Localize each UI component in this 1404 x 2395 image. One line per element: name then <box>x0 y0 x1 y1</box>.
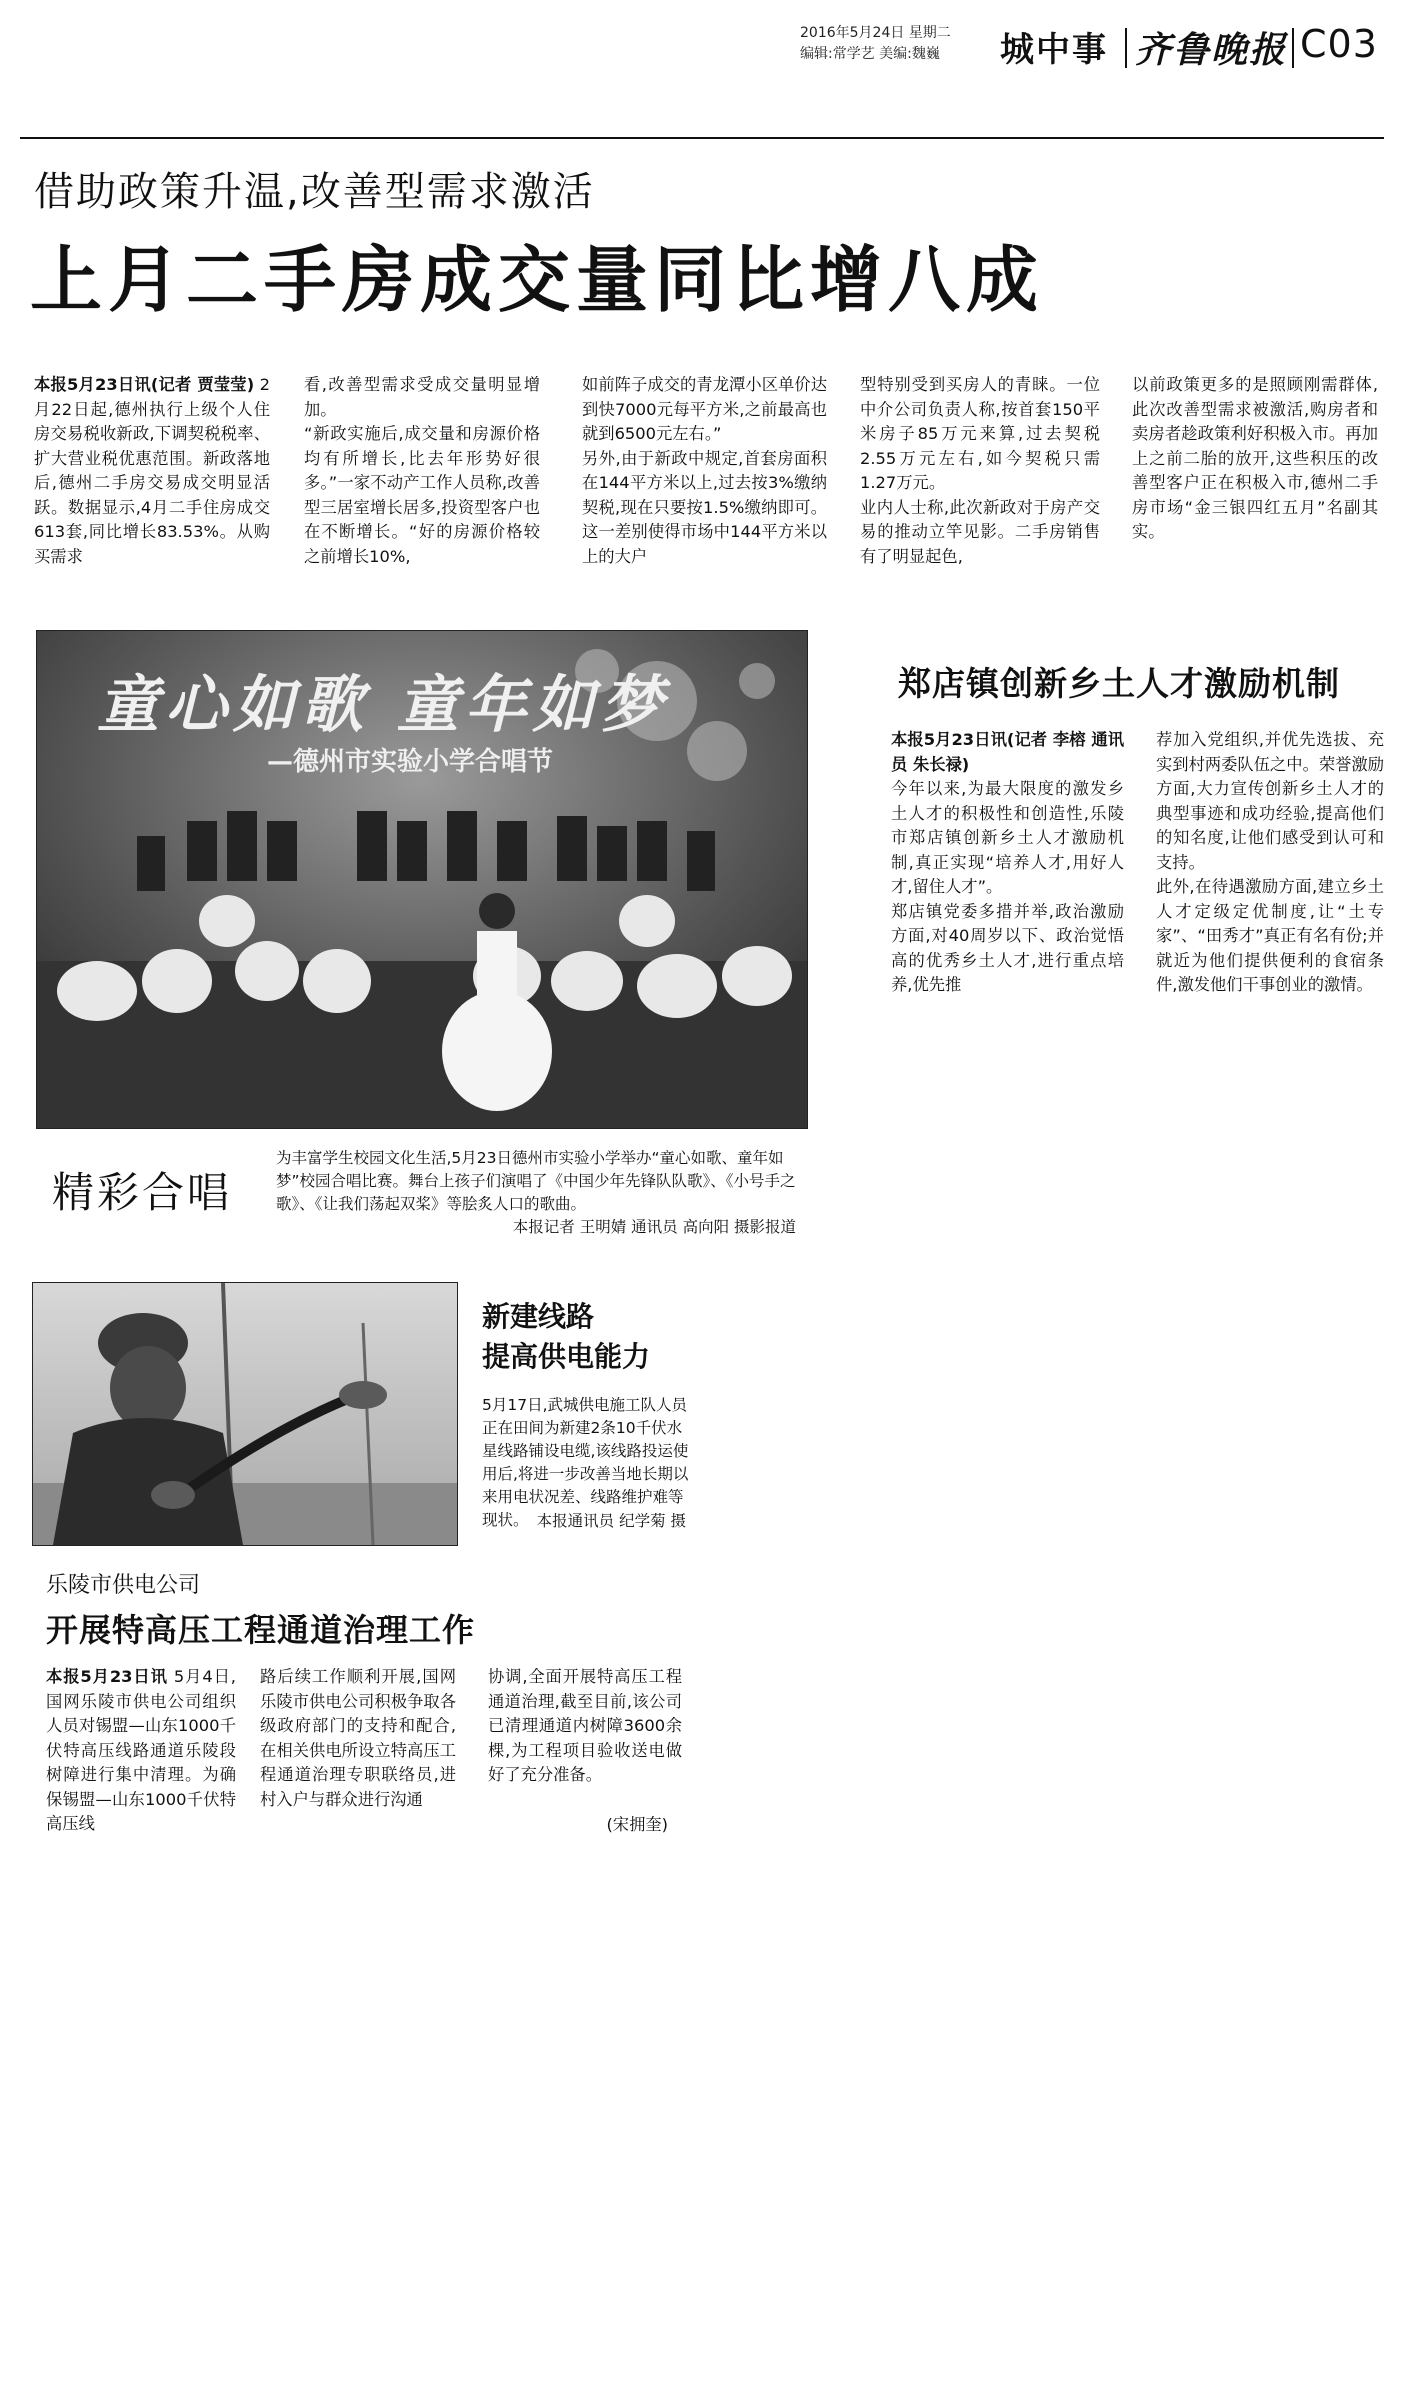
lead-headline: 上月二手房成交量同比增八成 <box>30 237 1045 322</box>
chorus-caption: 为丰富学生校园文化生活,5月23日德州市实验小学举办“童心如歌、童年如梦”校园合唱比赛。舞台上孩子们演唱了《中国少年先锋队队歌》、《小号手之歌》、《让我们荡起双桨》等脍炙人口的歌曲。 <box>276 1149 796 1213</box>
leling-column-1 <box>46 1665 236 1837</box>
leling-kicker: 乐陵市供电公司 <box>46 1573 201 1598</box>
lead-column-4: 型特别受到买房人的青睐。一位中介公司负责人称,按首套150平米房子85万元来算,过去契税2.55万元左右,如今契税只需1.27万元。 业内人士称,此次新政对于房产交易的推动立竿见影。二手房销售有了明显起色, <box>860 375 1100 566</box>
talent-text-1: 今年以来,为最大限度的激发乡土人才的积极性和创造性,乐陵市郑店镇创新乡土人才激励机制,真正实现“培养人才,用好人才,留住人才”。 郑店镇党委多措并举,政治激励方面,对40周岁以下、政治觉悟高的优秀乡土人才,进行重点培养,优先推 <box>891 779 1124 994</box>
newspaper-logo: 齐鲁晚报 <box>1135 29 1288 71</box>
power-photo <box>32 1282 458 1546</box>
chorus-title: 精彩合唱 <box>52 1168 233 1217</box>
lead-text-1: 2月22日起,德州执行上级个人住房交易税收新政,下调契税税率、扩大营业税优惠范围。新政落地后,德州二手房交易成交明显活跃。数据显示,4月二手住房成交613套,同比增长83.53%。从购买需求 <box>34 375 270 566</box>
chorus-photo <box>36 630 808 1129</box>
lead-column-5: 以前政策更多的是照顾刚需群体,此次改善型需求被激活,购房者和卖房者趁政策利好积极入市。再加上之前二胎的放开,这些积压的改善型客户正在积极入市,德州二手房市场“金三银四红五月”名副其实。 <box>1132 375 1378 541</box>
talent-headline: 郑店镇创新乡土人才激励机制 <box>898 664 1340 703</box>
leling-column-3: 协调,全面开展特高压工程通道治理,截至目前,该公司已清理通道内树障3600余棵,为工程项目验收送电做好了充分准备。 <box>488 1667 682 1784</box>
lead-subheadline: 借助政策升温,改善型需求激活 <box>34 169 595 215</box>
header-rule <box>20 137 1384 139</box>
lead-column-2: 看,改善型需求受成交量明显增加。 “新政实施后,成交量和房源价格均有所增长,比去年形势好很多。”一家不动产工作人员称,改善型三居室增长居多,投资型客户也在不断增长。“好的房源价格较之前增长10%, <box>304 375 540 566</box>
talent-column-1 <box>891 728 1124 998</box>
lead-dateline: 本报5月23日讯(记者 贾莹莹) <box>34 375 255 394</box>
power-headline-1: 新建线路 <box>482 1300 595 1333</box>
talent-dateline: 本报5月23日讯(记者 李榕 通讯员 朱长禄) <box>891 730 1124 774</box>
lead-column-3: 如前阵子成交的青龙潭小区单价达到快7000元每平方米,之前最高也就到6500元左右。” 另外,由于新政中规定,首套房面积在144平方米以上,过去按3%缴纳契税,现在只要按1.5%缴纳即可。这一差别使得市场中144平方米以上的大户 <box>582 375 827 566</box>
talent-column-2: 荐加入党组织,并优先选拔、充实到村两委队伍之中。荣誉激励方面,大力宣传创新乡土人才的典型事迹和成功经验,提高他们的知名度,让他们感受到认可和支持。 此外,在待遇激励方面,建立乡土人才定级定优制度,让“土专家”、“田秀才”真正有名有份;并就近为他们提供便利的食宿条件,激发他们干事创业的激情。 <box>1156 730 1384 994</box>
page-number: C03 <box>1300 22 1378 66</box>
issue-date: 2016年5月24日 星期二 <box>800 25 951 41</box>
leling-text-1: 5月4日,国网乐陵市供电公司组织人员对锡盟—山东1000千伏特高压线路通道乐陵段树障进行集中清理。为确保锡盟—山东1000千伏特高压线 <box>46 1667 236 1833</box>
power-credit: 本报通讯员 纪学菊 摄 <box>536 1512 686 1530</box>
chorus-credit: 本报记者 王明婧 通讯员 高向阳 摄影报道 <box>512 1218 796 1236</box>
power-headline-2: 提高供电能力 <box>482 1340 651 1373</box>
chorus-banner-subtitle: —德州市实验小学合唱节 <box>267 747 554 777</box>
power-photo-image <box>33 1283 457 1545</box>
power-caption: 5月17日,武城供电施工队人员正在田间为新建2条10千伏水星线路铺设电缆,该线路投运使用后,将进一步改善当地长期以来用电状况差、线路维护难等现状。 <box>482 1396 689 1529</box>
section-title: 城中事 <box>1000 30 1108 70</box>
leling-headline: 开展特高压工程通道治理工作 <box>46 1611 476 1649</box>
leling-column-2: 路后续工作顺利开展,国网乐陵市供电公司积极争取各级政府部门的支持和配合,在相关供电所设立特高压工程通道治理专职联络员,进村入户与群众进行沟通 <box>260 1667 456 1809</box>
editor-credit: 编辑:常学艺 美编:魏巍 <box>800 46 940 62</box>
header-divider <box>1292 28 1294 68</box>
chorus-banner-title: 童心如歌 童年如梦 <box>97 668 669 741</box>
lead-column-1 <box>34 373 270 569</box>
header-divider <box>1125 28 1127 68</box>
leling-dateline: 本报5月23日讯 <box>46 1667 168 1686</box>
leling-byline: (宋拥奎) <box>606 1815 668 1834</box>
